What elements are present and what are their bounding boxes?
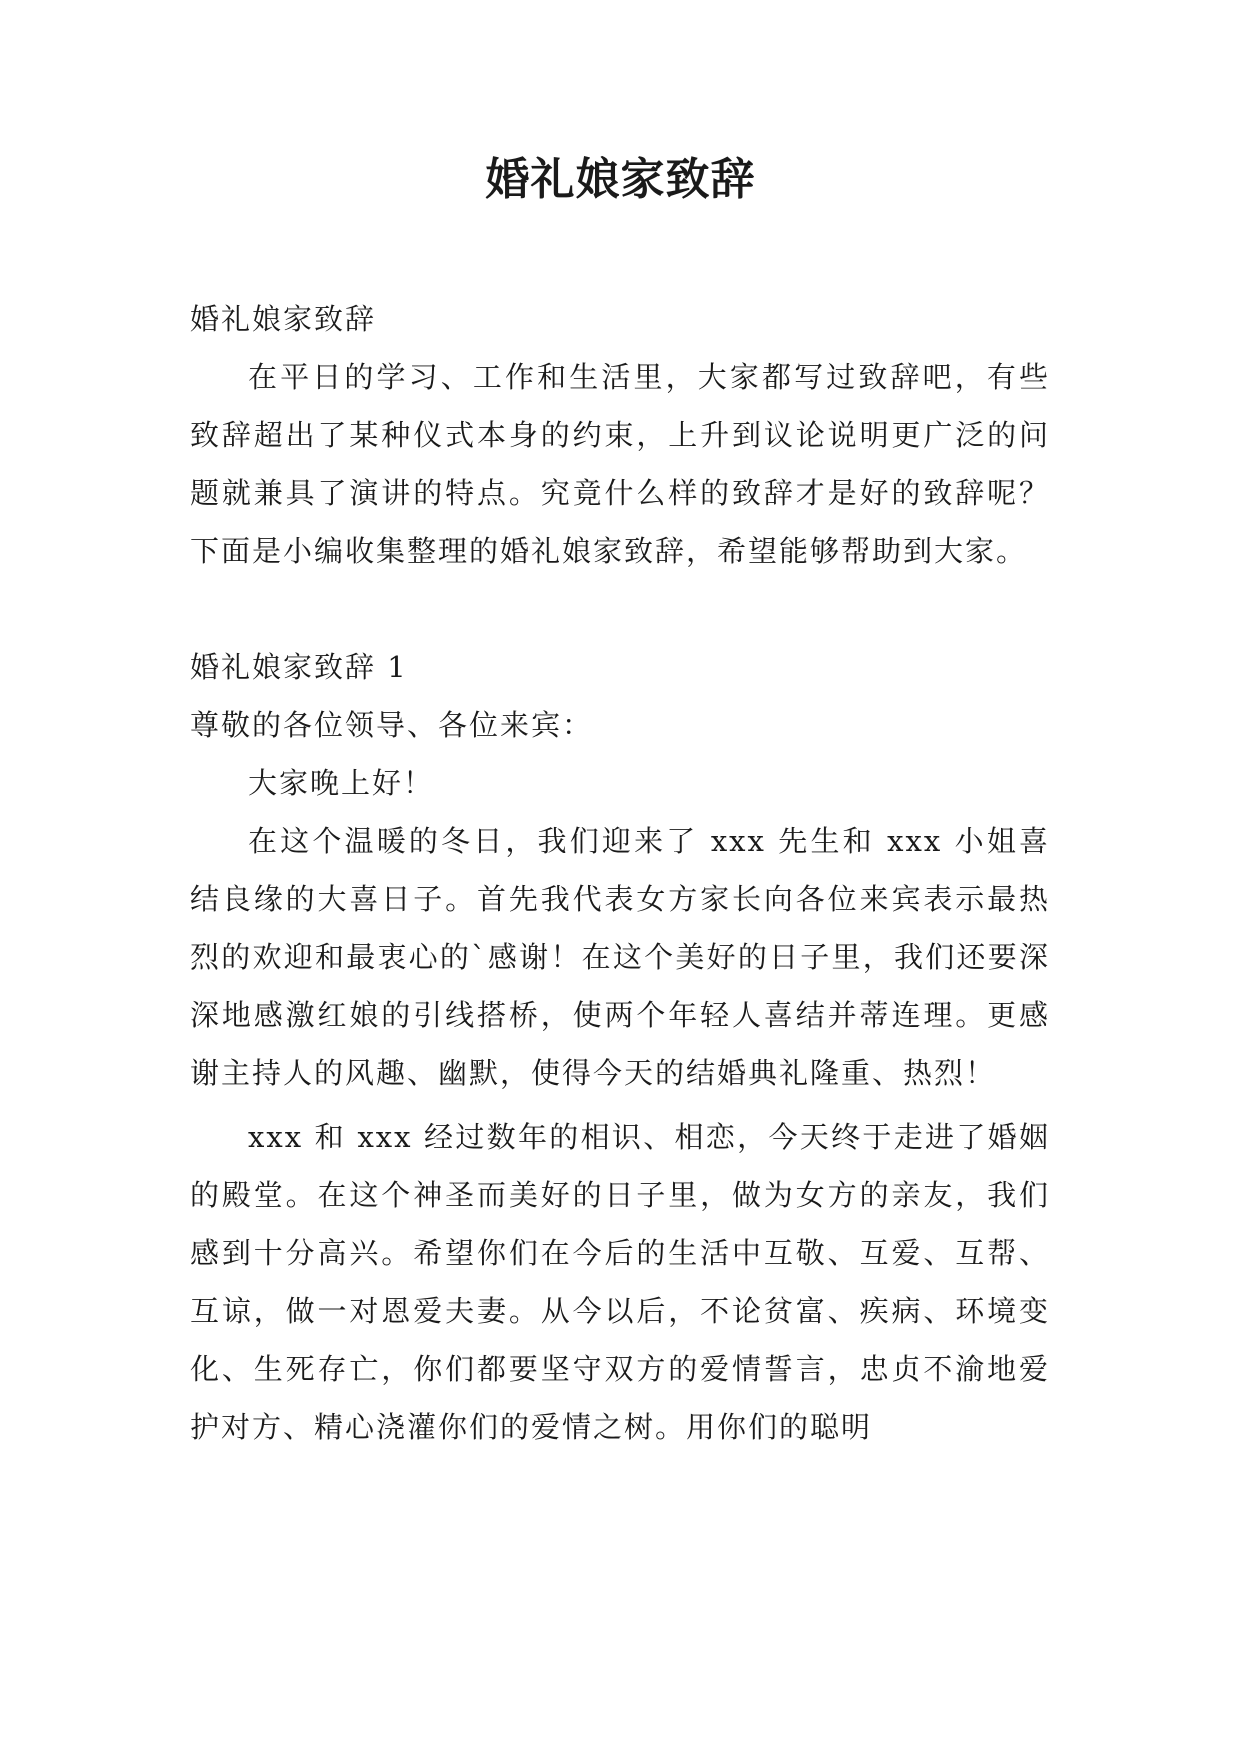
speech-heading: 婚礼娘家致辞 1 bbox=[190, 650, 408, 684]
speech-paragraph: 在这个温暖的冬日，我们迎来了 xxx 先生和 xxx 小姐喜结良缘的大喜日子。首先我代表女方家长向各位来宾表示最热烈的欢迎和最衷心的`感谢！在这个美好的日子里，我们还要深深地感激红娘的引线搭桥，使两个年轻人喜结并蒂连理。更感谢主持人的风趣、幽默，使得今天的结婚典礼隆重、热烈！ bbox=[190, 824, 1050, 1090]
section-heading: 婚礼娘家致辞 bbox=[190, 302, 377, 336]
document-title: 婚礼娘家致辞 bbox=[485, 154, 756, 205]
greeting: 大家晚上好！ bbox=[248, 766, 435, 800]
document-body bbox=[190, 290, 1050, 1456]
salutation: 尊敬的各位领导、各位来宾： bbox=[190, 708, 594, 742]
speech-paragraph: xxx 和 xxx 经过数年的相识、相恋，今天终于走进了婚姻的殿堂。在这个神圣而美好的日子里，做为女方的亲友，我们感到十分高兴。希望你们在今后的生活中互敬、互爱、互帮、互谅，做一对恩爱夫妻。从今以后，不论贫富、疾病、环境变化、生死存亡，你们都要坚守双方的爱情誓言，忠贞不渝地爱护对方、精心浇灌你们的爱情之树。用你们的聪明 bbox=[190, 1120, 1050, 1444]
intro-paragraph: 在平日的学习、工作和生活里，大家都写过致辞吧，有些致辞超出了某种仪式本身的约束，上升到议论说明更广泛的问题就兼具了演讲的特点。究竟什么样的致辞才是好的致辞呢？下面是小编收集整理的婚礼娘家致辞，希望能够帮助到大家。 bbox=[190, 360, 1050, 568]
